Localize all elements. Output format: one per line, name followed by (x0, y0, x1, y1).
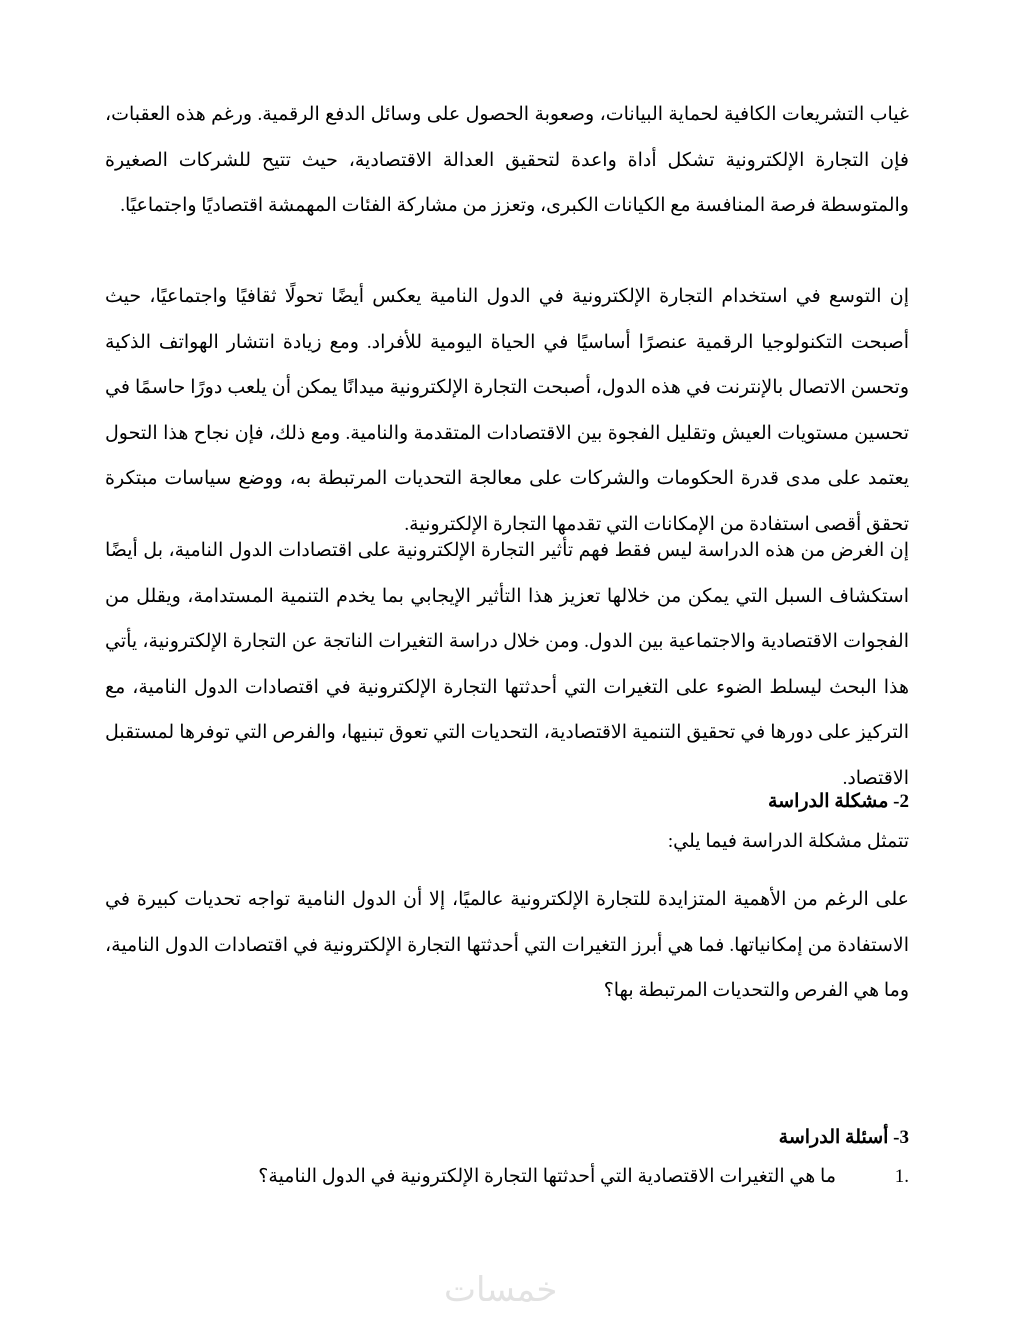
paragraph-2: إن التوسع في استخدام التجارة الإلكترونية في الدول النامية يعكس أيضًا تحولًا ثقافيًا واجتماعيًا، حيث أصبحت التكنولوجيا الرقمية عنصرًا أساسيًا في الحياة اليومية للأفراد. ومع زيادة انتشار الهواتف الذكية وتحسن الاتصال بالإنترنت في هذه الدول، أصبحت التجارة الإلكترونية ميدانًا يمكن أن يلعب دورًا حاسمًا في تحسين مستويات العيش وتقليل الفجوة بين الاقتصادات المتقدمة والنامية. ومع ذلك، فإن نجاح هذا التحول يعتمد على مدى قدرة الحكومات والشركات على معالجة التحديات المرتبطة به، ووضع سياسات مبتكرة تحقق أقصى استفادة من الإمكانات التي تقدمها التجارة الإلكترونية. (105, 286, 909, 535)
section-2-heading: 2- مشكلة الدراسة (767, 791, 909, 812)
section-3-heading: 3- أسئلة الدراسة (778, 1127, 909, 1148)
question-text: ما هي التغيرات الاقتصادية التي أحدثتها التجارة الإلكترونية في الدول النامية؟ (258, 1166, 836, 1187)
section-2-intro: تتمثل مشكلة الدراسة فيما يلي: (667, 831, 909, 852)
question-number: 1. (894, 1166, 909, 1187)
section-2-body: على الرغم من الأهمية المتزايدة للتجارة الإلكترونية عالميًا، إلا أن الدول النامية تواجه تحديات كبيرة في الاستفادة من إمكانياتها. فما هي أبرز التغيرات التي أحدثتها التجارة الإلكترونية في اقتصادات الدول النامية، وما هي الفرص والتحديات المرتبطة بها؟ (105, 889, 909, 1001)
watermark-logo: خمسات (444, 1270, 558, 1310)
question-list-item (258, 1157, 909, 1197)
paragraph-1: غياب التشريعات الكافية لحماية البيانات، وصعوبة الحصول على وسائل الدفع الرقمية. ورغم هذه العقبات، فإن التجارة الإلكترونية تشكل أداة واعدة لتحقيق العدالة الاقتصادية، حيث تتيح للشركات الصغيرة والمتوسطة فرصة المنافسة مع الكيانات الكبرى، وتعزز من مشاركة الفئات المهمشة اقتصاديًا واجتماعيًا. (105, 104, 909, 216)
paragraph-3: إن الغرض من هذه الدراسة ليس فقط فهم تأثير التجارة الإلكترونية على اقتصادات الدول النامية، بل أيضًا استكشاف السبل التي يمكن من خلالها تعزيز هذا التأثير الإيجابي بما يخدم التنمية المستدامة، ويقلل من الفجوات الاقتصادية والاجتماعية بين الدول. ومن خلال دراسة التغيرات الناتجة عن التجارة الإلكترونية، يأتي هذا البحث ليسلط الضوء على التغيرات التي أحدثتها التجارة الإلكترونية في اقتصادات الدول النامية، مع التركيز على دورها في تحقيق التنمية الاقتصادية، التحديات التي تعوق تبنيها، والفرص التي توفرها لمستقبل الاقتصاد. (105, 540, 909, 789)
